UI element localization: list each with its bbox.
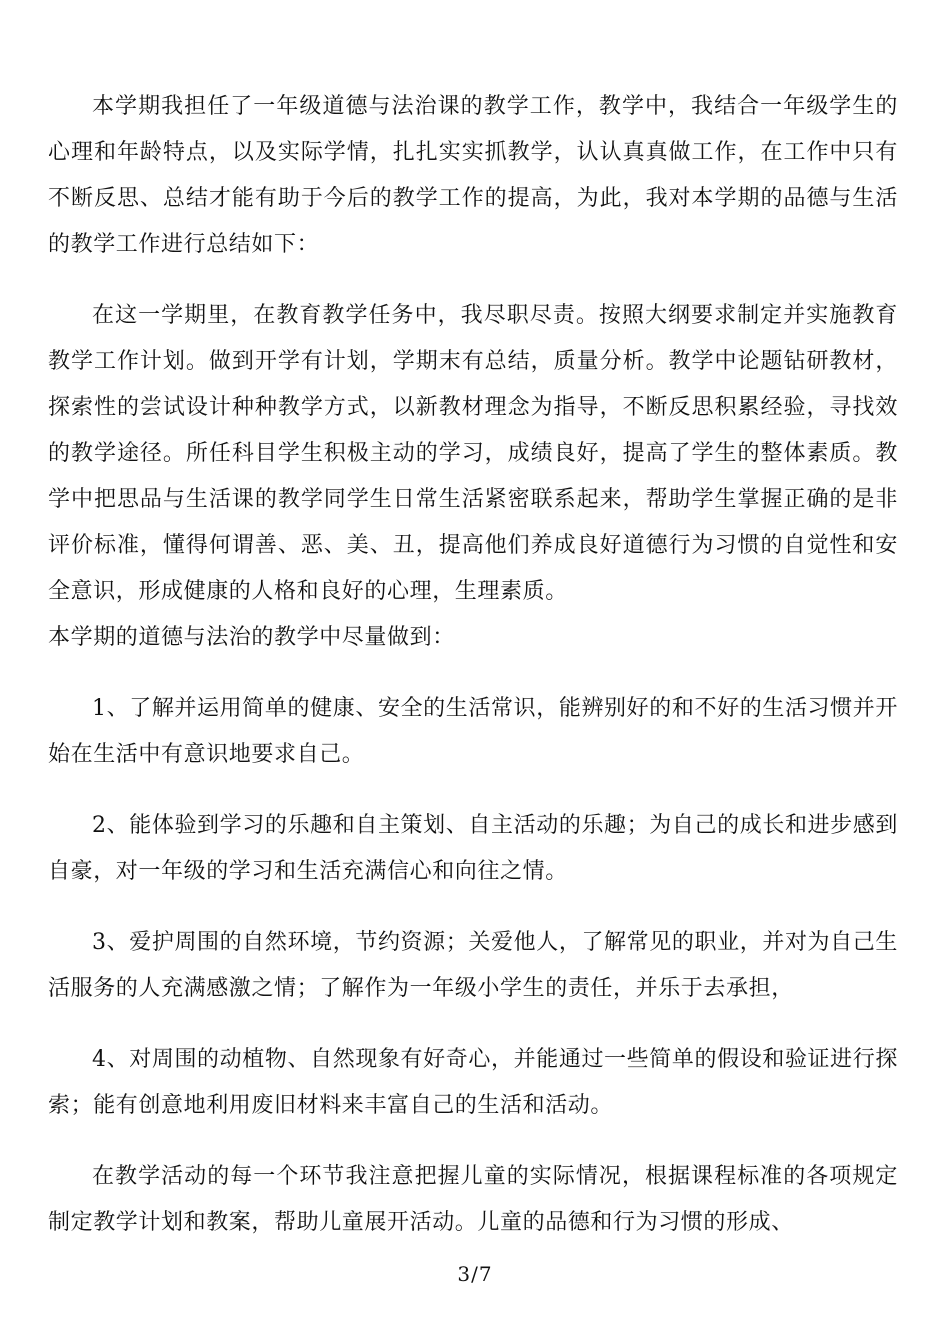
list-item-goal-3: 3、爱护周围的自然环境，节约资源；关爱他人，了解常见的职业，并对为自己生活服务的人充满感激之情；了解作为一年级小学生的责任，并乐于去承担， [48, 930, 898, 1001]
list-item-goal-2: 2、能体验到学习的乐趣和自主策划、自主活动的乐趣；为自己的成长和进步感到自豪，对一年级的学习和生活充满信心和向往之情。 [48, 813, 898, 884]
page-number: 3/7 [457, 1262, 493, 1286]
paragraph-goals-lead: 本学期的道德与法治的教学中尽量做到： [48, 625, 455, 650]
paragraph-teaching-activities: 在教学活动的每一个环节我注意把握儿童的实际情况，根据课程标准的各项规定制定教学计划和教案，帮助儿童展开活动。儿童的品德和行为习惯的形成、 [48, 1164, 898, 1235]
document-page [48, 84, 898, 1271]
list-item-goal-1: 1、了解并运用简单的健康、安全的生活常识，能辨别好的和不好的生活习惯并开始在生活中有意识地要求自己。 [48, 696, 898, 767]
list-item-goal-4: 4、对周围的动植物、自然现象有好奇心，并能通过一些简单的假设和验证进行探索；能有创意地利用废旧材料来丰富自己的生活和活动。 [48, 1047, 898, 1118]
paragraph-semester-work: 在这一学期里，在教育教学任务中，我尽职尽责。按照大纲要求制定并实施教育教学工作计划。做到开学有计划，学期末有总结，质量分析。教学中论题钻研教材，探索性的尝试设计种种教学方式，以新教材理念为指导，不断反思积累经验，寻找效的教学途径。所任科目学生积极主动的学习，成绩良好，提高了学生的整体素质。教学中把思品与生活课的教学同学生日常生活紧密联系起来，帮助学生掌握正确的是非评价标准，懂得何谓善、恶、美、丑，提高他们养成良好道德行为习惯的自觉性和安全意识，形成健康的人格和良好的心理，生理素质。 [48, 303, 898, 604]
paragraph-intro: 本学期我担任了一年级道德与法治课的教学工作，教学中，我结合一年级学生的心理和年龄特点，以及实际学情，扎扎实实抓教学，认认真真做工作，在工作中只有不断反思、总结才能有助于今后的教学工作的提高，为此，我对本学期的品德与生活的教学工作进行总结如下： [48, 94, 898, 257]
